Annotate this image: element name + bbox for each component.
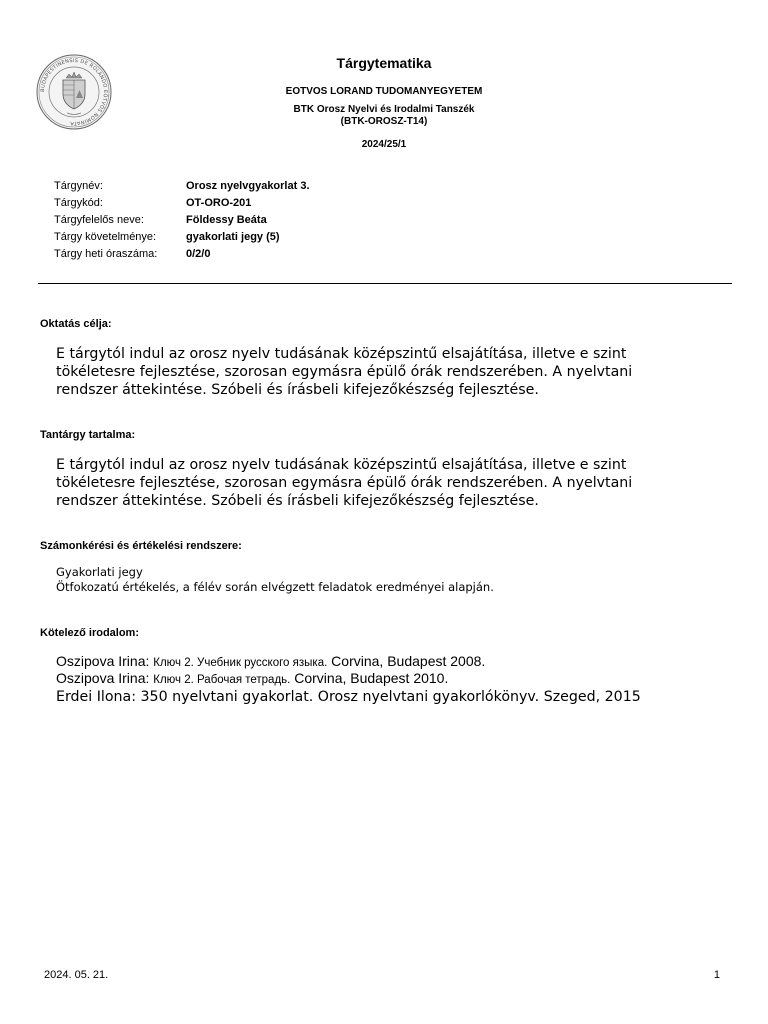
department-code: (BTK-OROSZ-T14): [340, 116, 428, 127]
course-hours-value: 0/2/0: [186, 248, 211, 260]
literature-publisher: Corvina, Budapest 2008.: [327, 653, 486, 669]
seal-ring-text: BUDAPESTINENSIS DE ROLANDO EÖTVÖS NOMINATA: [39, 57, 109, 127]
literature-heading: Kötelező irodalom:: [40, 627, 140, 639]
content-line: tökéletesre fejlesztése, szorosan egymásra épülő órák rendszerében. A nyelvtani: [56, 475, 633, 491]
course-responsible-value: Földessy Beáta: [186, 214, 267, 226]
literature-publisher: Corvina, Budapest 2010.: [290, 670, 449, 686]
literature-item: [56, 653, 485, 669]
content-text: [56, 456, 736, 510]
department-name: BTK Orosz Nyelvi és Irodalmi Tanszék: [293, 104, 475, 115]
goal-line: rendszer áttekintése. Szóbeli és írásbeli kifejezőkészség fejlesztése.: [56, 382, 539, 398]
content-line: rendszer áttekintése. Szóbeli és írásbeli kifejezőkészség fejlesztése.: [56, 493, 539, 509]
course-hours-label: Tárgy heti óraszáma:: [54, 248, 158, 260]
course-responsible-label: Tárgyfelelős neve:: [54, 214, 144, 226]
goal-line: tökéletesre fejlesztése, szorosan egymásra épülő órák rendszerében. A nyelvtani: [56, 364, 633, 380]
content-heading: Tantárgy tartalma:: [40, 429, 136, 441]
course-code-value: OT-ORO-201: [186, 197, 252, 209]
goal-heading: Oktatás célja:: [40, 318, 112, 330]
assessment-line: Ötfokozatú értékelés, a félév során elvégzett feladatok eredményei alapján.: [56, 580, 494, 594]
content-line: E tárgytól indul az orosz nyelv tudásának középszintű elsajátítása, illetve e szint: [56, 457, 627, 473]
semester: 2024/25/1: [361, 139, 407, 150]
course-code-label: Tárgykód:: [54, 197, 103, 209]
course-requirement-value: gyakorlati jegy (5): [186, 231, 280, 243]
assessment-text: [56, 565, 736, 595]
page-number: 1: [713, 969, 720, 981]
course-name-label: Tárgynév:: [54, 180, 103, 192]
course-name-value: Orosz nyelvgyakorlat 3.: [186, 180, 310, 192]
goal-text: [56, 345, 736, 399]
goal-line: E tárgytól indul az orosz nyelv tudásának középszintű elsajátítása, illetve e szint: [56, 346, 627, 362]
university-name: EOTVOS LORAND TUDOMANYEGYETEM: [285, 86, 483, 97]
literature-title: Ключ 2. Рабочая тетрадь.: [153, 674, 291, 686]
literature-author: Oszipova Irina:: [56, 670, 154, 686]
assessment-heading: Számonkérési és értékelési rendszere:: [40, 540, 242, 552]
literature-title: Ключ 2. Учебник русского языка.: [153, 657, 328, 669]
literature-author: Oszipova Irina:: [56, 653, 154, 669]
assessment-line: Gyakorlati jegy: [56, 565, 143, 579]
literature-item: [56, 670, 448, 686]
footer-date: 2024. 05. 21.: [44, 969, 109, 981]
document-title: Tárgytematika: [336, 55, 432, 71]
divider: [38, 283, 732, 284]
course-requirement-label: Tárgy követelménye:: [54, 231, 157, 243]
literature-item-extra: Erdei Ilona: 350 nyelvtani gyakorlat. Orosz nyelvtani gyakorlókönyv. Szeged, 2015: [56, 689, 641, 705]
